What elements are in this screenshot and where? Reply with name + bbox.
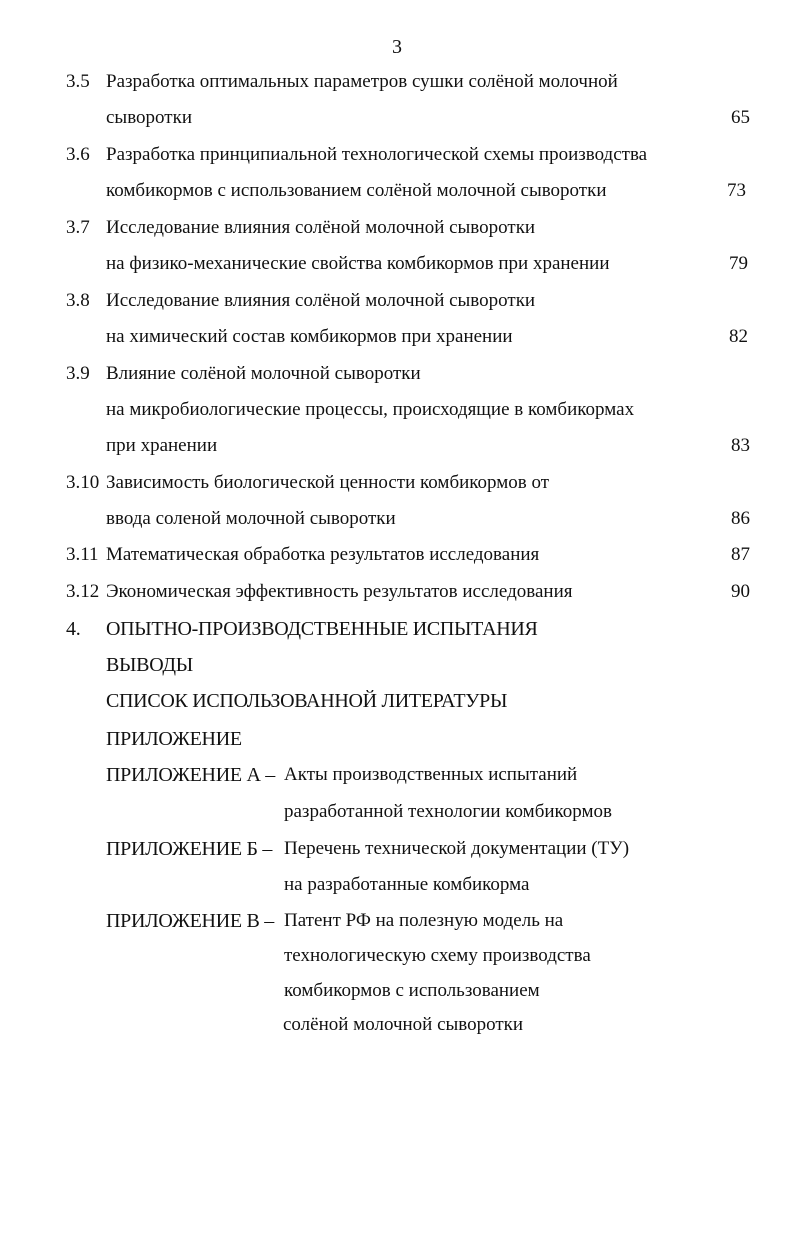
- toc-3-6-title-line1: Разработка принципиальной технологической схемы производства: [106, 144, 648, 165]
- toc-3-10-title-line1: Зависимость биологической ценности комбикормов от: [106, 472, 550, 493]
- toc-3-11-page: 87: [731, 544, 750, 565]
- toc-appendix-a-line2: разработанной технологии комбикормов: [284, 801, 613, 822]
- toc-3-9-title-line2: на микробиологические процессы, происходящие в комбикормах: [106, 399, 635, 420]
- toc-3-8-title-line2: на химический состав комбикормов при хранении: [106, 326, 513, 347]
- toc-3-12-page: 90: [731, 581, 750, 602]
- toc-3-6-page: 73: [727, 180, 746, 201]
- toc-3-5-number: 3.5: [66, 71, 90, 92]
- toc-3-6-title-line2: комбикормов с использованием солёной молочной сыворотки: [106, 180, 607, 201]
- toc-3-7-number: 3.7: [66, 217, 90, 238]
- toc-3-9-page: 83: [731, 435, 750, 456]
- toc-3-8-number: 3.8: [66, 290, 90, 311]
- toc-3-9-number: 3.9: [66, 363, 90, 384]
- toc-3-11-number: 3.11: [66, 544, 99, 565]
- toc-appendix-v-label: ПРИЛОЖЕНИЕ В –: [106, 910, 274, 932]
- toc-3-10-title-line2: ввода соленой молочной сыворотки: [106, 508, 396, 529]
- toc-appendix-b-label: ПРИЛОЖЕНИЕ Б –: [106, 838, 273, 860]
- toc-appendix: ПРИЛОЖЕНИЕ: [106, 728, 242, 750]
- toc-3-9-title-line3: при хранении: [106, 435, 218, 456]
- toc-appendix-v-line1: Патент РФ на полезную модель на: [284, 910, 564, 931]
- toc-appendix-b-line2: на разработанные комбикорма: [284, 874, 530, 895]
- page-number: 3: [392, 36, 402, 58]
- toc-3-5-title-line2: сыворотки: [106, 107, 192, 128]
- toc-3-7-page: 79: [729, 253, 748, 274]
- toc-3-11-title: Математическая обработка результатов исследования: [106, 544, 540, 565]
- toc-3-7-title-line2: на физико-механические свойства комбикормов при хранении: [106, 253, 610, 274]
- toc-3-10-number: 3.10: [66, 472, 100, 493]
- toc-appendix-v-line3: комбикормов с использованием: [284, 980, 540, 1001]
- toc-3-5-page: 65: [731, 107, 750, 128]
- toc-appendix-a-label: ПРИЛОЖЕНИЕ А –: [106, 764, 276, 786]
- toc-appendix-v-line4: солёной молочной сыворотки: [283, 1014, 524, 1035]
- toc-3-8-page: 82: [729, 326, 748, 347]
- toc-3-12-number: 3.12: [66, 581, 100, 602]
- toc-appendix-a-line1: Акты производственных испытаний: [284, 764, 578, 785]
- toc-3-9-title-line1: Влияние солёной молочной сыворотки: [106, 363, 421, 384]
- toc-3-10-page: 86: [731, 508, 750, 529]
- toc-references: СПИСОК ИСПОЛЬЗОВАННОЙ ЛИТЕРАТУРЫ: [106, 690, 508, 712]
- toc-3-6-number: 3.6: [66, 144, 90, 165]
- toc-3-12-title: Экономическая эффективность результатов исследования: [106, 581, 573, 602]
- toc-3-7-title-line1: Исследование влияния солёной молочной сыворотки: [106, 217, 536, 238]
- toc-appendix-v-line2: технологическую схему производства: [284, 945, 591, 966]
- toc-3-5-title-line1: Разработка оптимальных параметров сушки солёной молочной: [106, 71, 618, 92]
- toc-4-title: ОПЫТНО-ПРОИЗВОДСТВЕННЫЕ ИСПЫТАНИЯ: [106, 618, 538, 640]
- toc-4-number: 4.: [66, 618, 81, 640]
- toc-appendix-b-line1: Перечень технической документации (ТУ): [284, 838, 630, 859]
- toc-3-8-title-line1: Исследование влияния солёной молочной сыворотки: [106, 290, 536, 311]
- toc-conclusions: ВЫВОДЫ: [106, 654, 193, 676]
